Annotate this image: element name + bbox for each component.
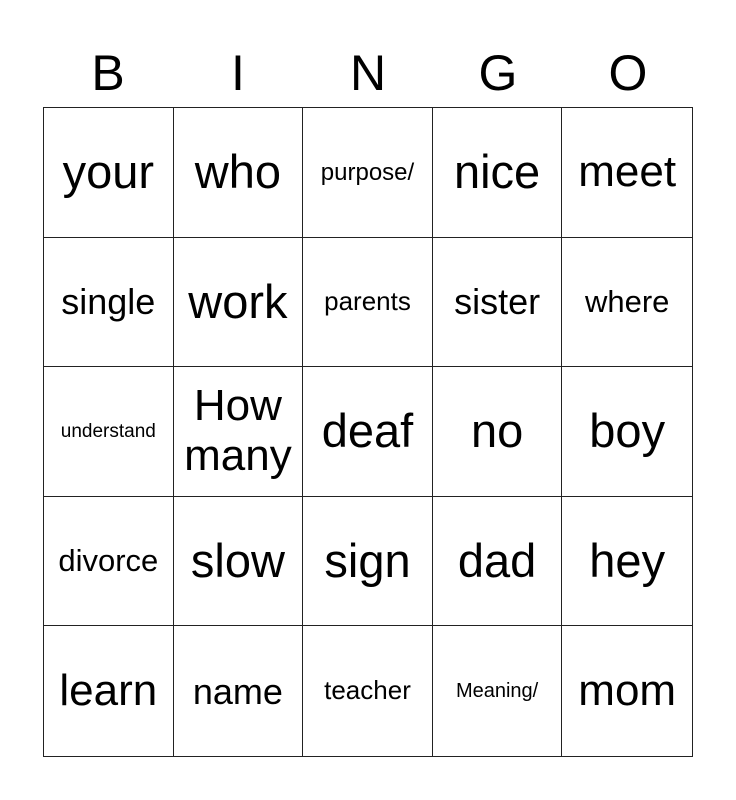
- bingo-cell: [174, 497, 304, 627]
- cell-word: mom: [578, 665, 677, 715]
- bingo-cell: [44, 367, 174, 497]
- bingo-cell: [433, 626, 563, 756]
- bingo-cell: [174, 238, 304, 368]
- bingo-cell: [562, 497, 692, 627]
- bingo-cell: [303, 238, 433, 368]
- bingo-cell: [433, 108, 563, 238]
- cell-word: sign: [324, 534, 411, 588]
- cell-word: dad: [457, 534, 537, 588]
- cell-word: sister: [454, 281, 541, 323]
- bingo-cell: [44, 238, 174, 368]
- bingo-cell: [433, 367, 563, 497]
- cell-word: work: [188, 274, 288, 328]
- bingo-cell: [174, 367, 304, 497]
- cell-word: boy: [589, 404, 666, 458]
- bingo-cell: [44, 626, 174, 756]
- header-letter-o: O: [608, 45, 648, 101]
- bingo-cell: [433, 497, 563, 627]
- bingo-header: [43, 38, 693, 108]
- cell-word: meet: [578, 147, 677, 196]
- bingo-cell: [44, 497, 174, 627]
- cell-word: who: [194, 145, 281, 199]
- bingo-cell: [562, 626, 692, 756]
- cell-word: hey: [589, 534, 666, 588]
- cell-word: learn: [59, 665, 158, 715]
- cell-word: How many: [184, 380, 292, 481]
- bingo-cell: [303, 108, 433, 238]
- bingo-cell: [174, 108, 304, 238]
- header-letter-i: I: [231, 45, 245, 101]
- bingo-cell: [44, 108, 174, 238]
- header-letter-b: B: [91, 45, 125, 101]
- cell-word: single: [61, 281, 156, 323]
- cell-word: where: [584, 284, 670, 320]
- cell-word: understand: [60, 420, 156, 442]
- bingo-cell: [303, 497, 433, 627]
- cell-word: Meaning/: [455, 679, 539, 702]
- cell-word: name: [192, 670, 283, 712]
- bingo-cell: [562, 108, 692, 238]
- bingo-cell: [562, 238, 692, 368]
- bingo-cell: [174, 626, 304, 756]
- bingo-cell: [433, 238, 563, 368]
- header-letter-n: N: [349, 45, 387, 101]
- header-letter-g: G: [478, 45, 518, 101]
- bingo-cell: [303, 367, 433, 497]
- bingo-board: [43, 107, 693, 757]
- cell-word: parents: [324, 285, 411, 316]
- cell-word: purpose/: [320, 158, 415, 186]
- cell-word: your: [62, 145, 155, 199]
- cell-word: no: [470, 404, 524, 458]
- cell-word: deaf: [321, 404, 414, 458]
- bingo-cell: [303, 626, 433, 756]
- cell-word: nice: [453, 145, 541, 199]
- cell-word: slow: [190, 534, 285, 588]
- bingo-cell: [562, 367, 692, 497]
- cell-word: divorce: [58, 543, 159, 579]
- cell-word: teacher: [324, 675, 411, 706]
